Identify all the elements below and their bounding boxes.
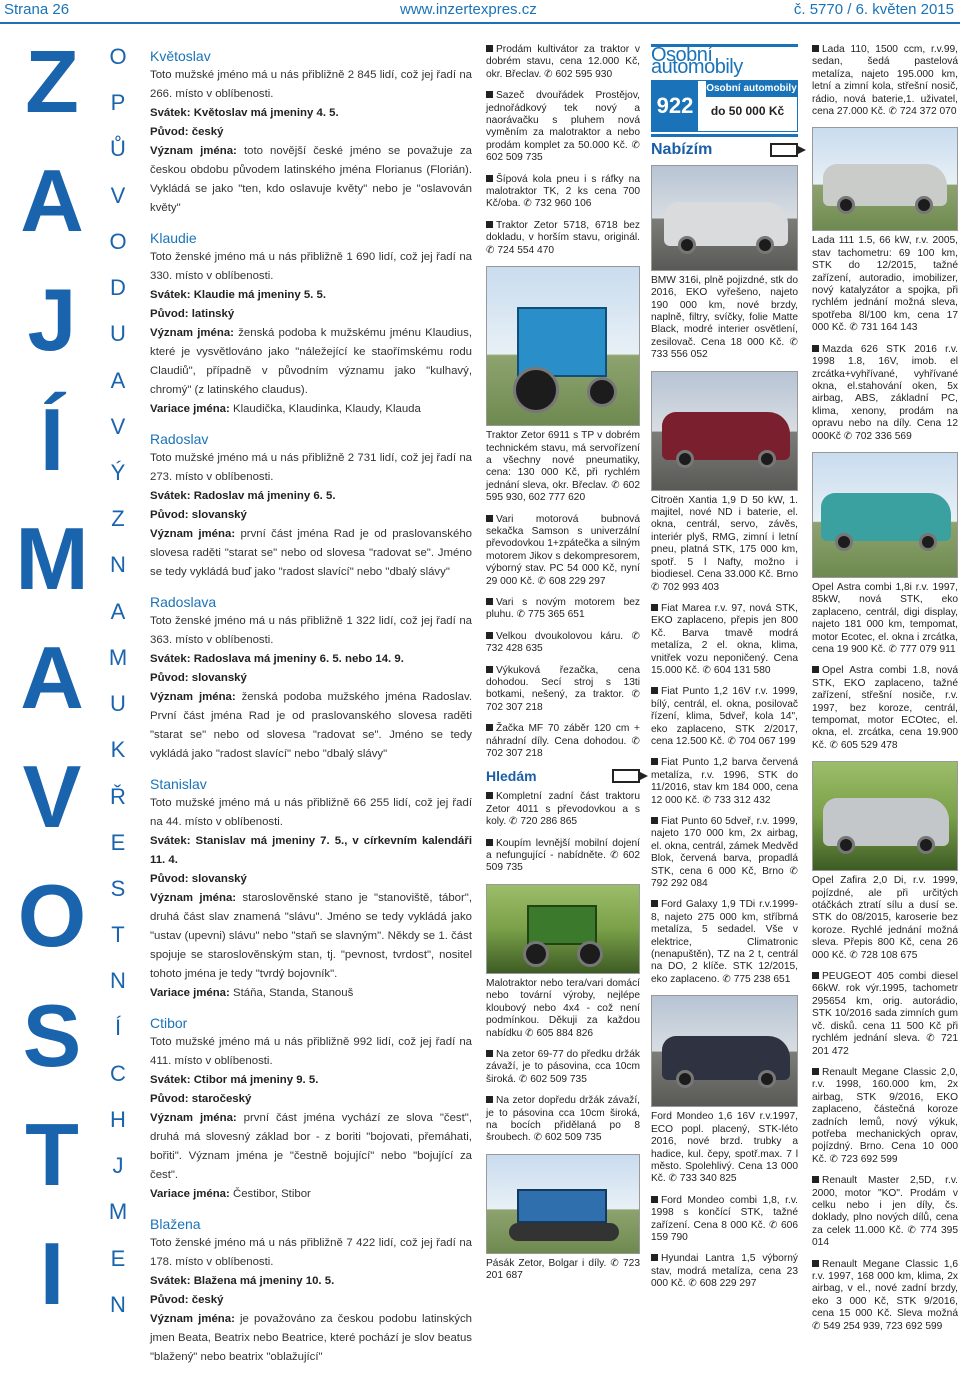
name-entry xyxy=(150,46,472,218)
classified-ad xyxy=(486,791,640,828)
ad-text: PEUGEOT 405 combi diesel 66kW. rok výr.1995, tachometr 295654 km, orig. autorádio, STK 10/2016 sada zimních gum vč. disků. cena 11 500 Kč při rychlém jednání sleva. ✆ 721 201 472 xyxy=(812,971,958,1057)
entry-vyznam: Význam jména: ženská podoba mužského jména Radoslav. První část jména Rad je od praslovanského slovesa raděti "starat se" nebo od slovesa "radovat se". Jméno se tedy vykládá jako "radost slavící" nebo "dbalý slávy" xyxy=(150,691,472,760)
classified-ad xyxy=(812,1175,958,1249)
title-letter: J xyxy=(27,270,77,370)
ad-text: Traktor Zetor 5718, 6718 bez dokladu, v horším stavu, originál. ✆ 724 554 470 xyxy=(486,219,640,256)
subtitle-letter: A xyxy=(110,598,126,624)
subtitle-letter: O xyxy=(109,228,127,254)
ad-text: Lada 110, 1500 ccm, r.v.99, sedan, šedá pastelová metalíza, najeto 195.000 km, letní a zimní kola, střešní nosič, rádio, nová baterie,1. uživatel, cena 27.000 Kč. ✆ 724 372 070 xyxy=(812,44,958,118)
xantia-ad-caption: Citroën Xantia 1,9 D 50 kW, 1. majitel, nové ND i baterie, el. okna, centrál, servo, závěs, interiér plyš, RMG, zimní i letní pneu, platná STK, 175 000 km, spotř. 5 l Nafty, možno i biodiesel. Cena 33.000 Kč. Brno ✆ 702 993 403 xyxy=(651,494,798,593)
subtitle-letter: M xyxy=(108,1199,128,1225)
vertical-subtitle xyxy=(100,46,136,1316)
ad-text: Velkou dvoukolovou káru. ✆ 732 428 635 xyxy=(486,630,640,655)
entry-vyznam: Význam jména: první část jména vychází ze slova "čest", druhá má slovesný základ bor - z boriti "bojovati, přemáhati, bořiti". Význam jména je "čestně bojující" nebo "bojující za čest". xyxy=(150,1112,472,1181)
subtitle-letter: Ů xyxy=(110,136,126,162)
vertical-title xyxy=(12,32,92,1323)
lada-ad-caption: Lada 111 1.5, 66 kW, r.v. 2005, stav tachometru: 69 100 km, STK do 12/2015, tažné zařízení, autoradio, imobilizer, nový katalyzátor a spojka, při rychlém jednání možná sleva, spotřeba 8l/100 km, cena 17 000 Kč. ✆ 731 164 143 xyxy=(812,235,958,334)
subtitle-letter: Z xyxy=(111,506,125,532)
page-number: Strana 26 xyxy=(4,1,70,18)
title-letter: T xyxy=(25,1104,79,1204)
zafira-photo xyxy=(812,761,958,871)
malotraktor-wheel-shape xyxy=(577,941,603,967)
classified-ad xyxy=(651,1195,798,1245)
ad-text: Kompletní zadní část traktoru Zetor 4011 s převodovkou a s koly. ✆ 720 286 865 xyxy=(486,791,640,828)
title-letter: O xyxy=(17,866,87,966)
bmw-photo xyxy=(651,165,798,271)
classified-ad xyxy=(651,686,798,748)
bullet-icon xyxy=(812,1068,819,1075)
malotraktor-body-shape xyxy=(527,905,597,945)
classified-ad xyxy=(812,344,958,443)
decorative-title-column xyxy=(4,32,142,1323)
subtitle-letter: U xyxy=(110,321,126,347)
rubric-title: Osobní automobily xyxy=(651,44,743,79)
classified-ad xyxy=(651,603,798,677)
pasak-photo xyxy=(486,1154,640,1254)
classified-ad xyxy=(486,220,640,257)
entry-vyznam: Význam jména: první část jména Rad je od praslovanského slovesa raděti "starat se" nebo od slovesa "radovat se". Jméno se tedy vykládá buď jako "radost slavící" nebo "dbalý slávy" xyxy=(150,528,472,578)
arrow-right-icon xyxy=(612,769,640,783)
malotraktor-wheel-shape xyxy=(523,941,549,967)
classified-ad xyxy=(812,44,958,118)
entry-puvod: Původ: slovanský xyxy=(150,873,247,885)
subtitle-letter: C xyxy=(110,1060,126,1086)
bullet-icon xyxy=(651,604,658,611)
rubric-box xyxy=(651,80,798,132)
bullet-icon xyxy=(486,1096,493,1103)
subtitle-letter: E xyxy=(110,1245,126,1271)
page-header xyxy=(0,0,960,24)
entry-puvod: Původ: slovanský xyxy=(150,509,247,521)
bullet-icon xyxy=(812,666,819,673)
entry-svatek: Svátek: Radoslav má jmeniny 6. 5. xyxy=(150,490,336,502)
ad-text: Vari s novým motorem bez pluhu. ✆ 775 365 651 xyxy=(486,596,640,621)
classified-ad xyxy=(486,174,640,211)
ad-text: Sazeč dvouřádek Prostějov, jednořádkový tek nový a naorávačku s pluhem nová vyměním za malotraktor a nebo prodám komplet za 50.000 Kč. ✆ 602 509 735 xyxy=(486,90,640,164)
classified-ad xyxy=(651,816,798,890)
entry-count: Toto mužské jméno má u nás přibližně 2 731 lidí, což jej řadí na 273. místo v oblíbenosti. xyxy=(150,452,472,483)
bullet-icon xyxy=(651,1196,658,1203)
entry-svatek: Svátek: Stanislav má jmeniny 7. 5., v církevním kalendáři 11. 4. xyxy=(150,835,472,866)
bullet-icon xyxy=(651,687,658,694)
section-hledam xyxy=(486,769,640,783)
astra-photo xyxy=(812,452,958,578)
bullet-icon xyxy=(651,1254,658,1261)
bullet-icon xyxy=(486,598,493,605)
entry-name: Radoslava xyxy=(150,594,217,610)
title-letter: V xyxy=(22,747,82,847)
ad-text: Opel Astra combi 1.8, nová STK, EKO zaplaceno, tažné zařízení, střešní nosiče, r.v. 1997, bez koroze, centrál, tempomat, motor ECOtec, el. okna, el. zrcátka, cena 19.900 Kč. ✆ 605 529 478 xyxy=(812,665,958,751)
rubric-header xyxy=(651,44,798,137)
entry-count: Toto mužské jméno má u nás přibližně 66 255 lidí, což jej řadí na 44. místo v oblíbenosti. xyxy=(150,797,472,828)
entry-vyznam: Význam jména: toto novější české jméno se považuje za českou obdobu původem latinského jména Florianus (Florián). Vykládá se jako "ten, kdo oslavuje květy" nebo je "oslavován květy" xyxy=(150,145,472,214)
section-nabizim-title: Nabízím xyxy=(651,140,713,158)
zafira-ad-caption: Opel Zafira 2,0 Di, r.v. 1999, pojízdné, ale při určitých otáčkách ztratí sílu a dusí se. STK do 08/2015, karoserie bez koroze. Rychlé jednání možná sleva. Přepis 800 Kč, cena 26 000 Kč. ✆ 728 108 675 xyxy=(812,875,958,961)
ad-text: Šípová kola pneu i s ráfky na malotraktor TK, 2 ks cena 700 Kč/oba. ✆ 732 960 106 xyxy=(486,173,640,210)
entry-svatek: Svátek: Květoslav má jmeniny 4. 5. xyxy=(150,107,339,119)
classified-ad xyxy=(812,1259,958,1333)
entry-puvod: Původ: český xyxy=(150,1294,224,1306)
subtitle-letter: J xyxy=(112,1153,124,1179)
classified-ad xyxy=(651,757,798,807)
bullet-icon xyxy=(812,1176,819,1183)
car-wheel-shape xyxy=(676,450,694,468)
title-letter: M xyxy=(15,508,89,608)
car-wheel-shape xyxy=(676,1070,694,1088)
name-entry xyxy=(150,1013,472,1204)
entry-vyznam: Význam jména: ženská podoba k mužskému jménu Klaudius, které je vysvětlováno jako "náležející ke staořímskému rodu Claudiů", případně v původním významu jako "kulhavý, chromý" (z latinského claudus). xyxy=(150,327,472,396)
entry-vyznam: Význam jména: staroslověnské stano je "stanoviště, tábor", druhá část slav znamená "slávu". Jméno se tedy vykládá jako "ustav (upevni) slávu" nebo "staň se slavným". Někdy se 1. část spojuje se staroslověnským stan, tj. "pevnost, tvrdost", nositel tohoto jména je tedy "tvrdý bojovník". xyxy=(150,892,472,980)
ad-text: Renault Megane Classic 1,6 r.v. 1997, 168 000 km, klima, 2x airbag, v el., nové zadní brzdy, eko 3 000 Kč, STK 9/2016, cena 15 000 Kč. Sleva možná ✆ 549 254 939, 723 692 599 xyxy=(812,1258,958,1332)
ad-text: Fiat Punto 60 5dveř, r.v. 1999, najeto 170 000 km, 2x airbag, el. okna, centrál, zámek Medvěd Blok, červená barva, propadlá STK, cena 6 000 Kč, Brno ✆ 792 292 084 xyxy=(651,816,798,890)
classified-ad xyxy=(486,514,640,588)
name-entry xyxy=(150,592,472,764)
title-letter: I xyxy=(39,1223,65,1323)
entry-name: Radoslav xyxy=(150,431,209,447)
ad-text: Fiat Punto 1,2 16V r.v. 1999, bílý, centrál, el. okna, posilovač řízení, klima, 5dveř, kola 14", eko zaplaceno, STK 2/2017, cena 12.500 Kč. ✆ 704 067 199 xyxy=(651,686,798,747)
entry-svatek: Svátek: Klaudie má jmeniny 5. 5. xyxy=(150,289,326,301)
entry-variace: Variace jména: Klaudička, Klaudinka, Klaudy, Klauda xyxy=(150,403,421,415)
subtitle-letter: N xyxy=(110,552,126,578)
pasak-ad-caption: Pásák Zetor, Bolgar i díly. ✆ 723 201 687 xyxy=(486,1257,640,1282)
ads-column-agriculture xyxy=(486,44,640,1292)
ads-column-cars xyxy=(651,44,798,1300)
subtitle-letter: S xyxy=(110,875,126,901)
subtitle-letter: K xyxy=(110,737,126,763)
bullet-icon xyxy=(486,792,493,799)
classified-ad xyxy=(486,44,640,81)
title-letter: S xyxy=(22,985,82,1085)
subtitle-letter: O xyxy=(109,44,127,69)
entry-count: Toto mužské jméno má u nás přibližně 992 lidí, což jej řadí na 411. místo v oblíbenosti. xyxy=(150,1036,472,1067)
ad-text: Mazda 626 STK 2016 r.v. 1998 1.8, 16V, imob. el zrcátka+vyhřívané, vyhřívané okna, el.stahování oken, 5x airbag, ABS, základní PC, klima, xenony, prodám na opravu nebo na díly. Cena 12 000Kč ✆ 702 336 569 xyxy=(812,343,958,442)
tractor-photo xyxy=(486,266,640,426)
bullet-icon xyxy=(486,724,493,731)
bullet-icon xyxy=(486,666,493,673)
title-letter: Í xyxy=(39,389,65,489)
names-article xyxy=(150,46,472,1377)
malotraktor-photo xyxy=(486,884,640,974)
car-wheel-shape xyxy=(919,533,937,551)
bullet-icon xyxy=(651,900,658,907)
bullet-icon xyxy=(486,91,493,98)
entry-vyznam: Význam jména: je považováno za českou podobu latinských jmen Beata, Beatrix nebo Beatrice, které pochází je slov beatus "blažený" nebo beatrix "oblažující" xyxy=(150,1313,472,1363)
rubric-price: do 50 000 Kč xyxy=(710,104,785,119)
entry-puvod: Původ: latinský xyxy=(150,308,235,320)
mondeo-ad-caption: Ford Mondeo 1,6 16V r.v.1997, ECO popl. placený, STK-léto 2016, nové brzd. trubky a hadice, kul. čepy, spotř.max. 7 l město. Spolehlivý. Cena 13 000 Kč. ✆ 733 340 825 xyxy=(651,1111,798,1185)
car-wheel-shape xyxy=(837,196,855,214)
subtitle-letter: D xyxy=(110,275,126,301)
entry-puvod: Původ: český xyxy=(150,126,224,138)
issue-info: č. 5770 / 6. květen 2015 xyxy=(793,1,954,18)
subtitle-letter: T xyxy=(111,922,125,948)
entry-variace: Variace jména: Čestibor, Stibor xyxy=(150,1188,311,1200)
bmw-ad-caption: BMW 316i, plně pojizdné, stk do 2016, EKO vyřešeno, najeto 190 000 km, nové brzdy, naplně, filtry, svíčky, folie Matte Black, modré interier osvětlení, zesilovač. Cena 18 000 Kč. ✆ 733 556 052 xyxy=(651,274,798,361)
title-letter: A xyxy=(20,627,84,727)
classified-ad xyxy=(486,723,640,760)
entry-svatek: Svátek: Ctibor má jmeniny 9. 5. xyxy=(150,1074,319,1086)
subtitle-letter: M xyxy=(108,644,128,670)
bullet-icon xyxy=(651,817,658,824)
classified-ad xyxy=(812,1067,958,1166)
car-wheel-shape xyxy=(756,236,774,254)
car-wheel-shape xyxy=(678,236,696,254)
ads-column-cars-2 xyxy=(812,44,958,1342)
entry-name: Květoslav xyxy=(150,48,211,64)
entry-count: Toto mužské jméno má u nás přibližně 2 845 lidí, což jej řadí na 266. místo v oblíbenosti. xyxy=(150,69,472,100)
classified-ad xyxy=(812,971,958,1058)
bullet-icon xyxy=(812,45,819,52)
classified-ad xyxy=(486,1049,640,1086)
ad-text: Hyundai Lantra 1,5 výborný stav, modrá metalíza, cena 23 000 Kč. ✆ 608 229 297 xyxy=(651,1253,798,1290)
name-entry xyxy=(150,429,472,582)
ad-text: Na zetor dopředu držák závaží, je to pásovina cca 10cm široká, na bocích přidělaná po 8 šroubech. ✆ 602 509 735 xyxy=(486,1095,640,1144)
entry-count: Toto ženské jméno má u nás přibližně 1 690 lidí, což jej řadí na 330. místo v oblíbenosti. xyxy=(150,251,472,282)
lada-photo xyxy=(812,127,958,231)
bullet-icon xyxy=(812,1260,819,1267)
entry-svatek: Svátek: Blažena má jmeniny 10. 5. xyxy=(150,1275,335,1287)
ad-text: Renault Master 2,5D, r.v. 2000, motor "KO". Prodám v celku nebo i jen díly, čs. doklady, plno nových dílů, cena za celek 11.000 Kč. ✆ 774 395 014 xyxy=(812,1175,958,1249)
bullet-icon xyxy=(486,45,493,52)
bullet-icon xyxy=(486,515,493,522)
car-wheel-shape xyxy=(758,450,776,468)
section-nabizim xyxy=(651,140,798,158)
classified-ad xyxy=(486,90,640,164)
entry-variace: Variace jména: Stáňa, Standa, Stanouš xyxy=(150,987,354,999)
entry-count: Toto ženské jméno má u nás přibližně 7 422 lidí, což jej řadí na 178. místo v oblíbenosti. xyxy=(150,1237,472,1268)
car-wheel-shape xyxy=(917,836,935,854)
ad-text: Koupím levnější mobilní dojení a nefungující - nabídněte. ✆ 602 509 735 xyxy=(486,837,640,874)
arrow-right-icon xyxy=(770,143,798,157)
ad-text: Vari motorová bubnová sekačka Samson s univerzální převodovkou 1+zpátečka a silným motorem Jikov s dekompresorem, výborný stav. PC 54 000 Kč, nyní 29 000 Kč. ✆ 608 229 297 xyxy=(486,513,640,587)
subtitle-letter: Í xyxy=(114,1014,122,1040)
ad-text: Na zetor 69-77 do předku držák závaží, je to pásovina, cca 10cm široká. ✆ 602 509 735 xyxy=(486,1048,640,1085)
subtitle-letter: N xyxy=(110,1291,126,1317)
car-wheel-shape xyxy=(835,533,853,551)
tractor-ad-caption: Traktor Zetor 6911 s TP v dobrém technickém stavu, má servořízení a všechny nové pneumatiky, cena: 130 000 Kč, při rychlém jednání sleva, okr. Břeclav. ✆ 602 595 930, 602 777 620 xyxy=(486,430,640,504)
title-letter: Z xyxy=(25,32,79,131)
name-entry xyxy=(150,774,472,1003)
mondeo-photo xyxy=(651,995,798,1107)
bullet-icon xyxy=(812,972,819,979)
entry-name: Blažena xyxy=(150,1216,201,1232)
bullet-icon xyxy=(486,1050,493,1057)
bullet-icon xyxy=(486,839,493,846)
rubric-subtitle: Osobní automobily xyxy=(706,81,797,97)
bullet-icon xyxy=(486,632,493,639)
ad-text: Ford Mondeo combi 1,8, r.v. 1998 s končící STK, tažné zařízení. Cena 8 000 Kč. ✆ 606 159 790 xyxy=(651,1194,798,1243)
car-wheel-shape xyxy=(915,196,933,214)
subtitle-letter: P xyxy=(110,90,126,116)
subtitle-letter: A xyxy=(110,367,126,393)
ad-text: Žačka MF 70 záběr 120 cm + náhradní díly. Cena dohodou. ✆ 702 307 218 xyxy=(486,723,640,760)
ad-text: Fiat Punto 1,2 barva červená metalíza, r.v. 1996, STK do 11/2016, stav km 184 000, cena 12 000 Kč. ✆ 733 312 432 xyxy=(651,757,798,806)
pasak-track-shape xyxy=(509,1223,619,1241)
entry-name: Stanislav xyxy=(150,776,207,792)
classified-ad xyxy=(651,899,798,986)
bullet-icon xyxy=(486,221,493,228)
ad-text: Fiat Marea r.v. 97, nová STK, EKO zaplaceno, přepis jen 800 Kč. Barva tmavě modrá metalíza, 2 el. okna, klima, vnitřek vozu neponičený. Cena 15.000 Kč. ✆ 604 131 580 xyxy=(651,602,798,676)
entry-svatek: Svátek: Radoslava má jmeniny 6. 5. nebo 14. 9. xyxy=(150,653,404,665)
subtitle-letter: Ř xyxy=(110,783,126,809)
pasak-body-shape xyxy=(517,1189,607,1223)
classified-ad xyxy=(486,665,640,715)
title-letter: A xyxy=(20,151,84,251)
malotraktor-ad-caption: Malotraktor nebo tera/vari domácí nebo tovární výroby, nejlépe kloubový nebo 4x4 - což není podmínkou. Děkuji za každou nabídku ✆ 605 884 826 xyxy=(486,977,640,1039)
entry-puvod: Původ: staročeský xyxy=(150,1093,252,1105)
bullet-icon xyxy=(486,175,493,182)
entry-name: Ctibor xyxy=(150,1015,188,1031)
bullet-icon xyxy=(812,345,819,352)
car-wheel-shape xyxy=(837,836,855,854)
classified-ad xyxy=(486,631,640,656)
ad-text: Prodám kultivátor za traktor v dobrém stavu, cena 12.000 Kč, okr. Břeclav. ✆ 602 595 930 xyxy=(486,44,640,80)
classified-ad xyxy=(812,665,958,752)
xantia-photo xyxy=(651,371,798,491)
name-entry xyxy=(150,228,472,419)
astra-ad-caption: Opel Astra combi 1,8i r.v. 1997, 85kW, nová STK, eko zaplaceno, centrál, digi display, najeto 181 000 km, tempomat, motor Ecotec, el. okna i zrcátka, cena 19 900 Kč. ✆ 777 079 911 xyxy=(812,581,958,655)
subtitle-letter: U xyxy=(110,691,126,717)
classified-ad xyxy=(486,597,640,622)
rubric-number: 922 xyxy=(652,81,698,131)
subtitle-letter: N xyxy=(110,968,126,994)
site-url[interactable]: www.inzertexpres.cz xyxy=(400,1,537,18)
name-entry xyxy=(150,1214,472,1367)
entry-name: Klaudie xyxy=(150,230,197,246)
car-wheel-shape xyxy=(758,1070,776,1088)
subtitle-letter: E xyxy=(110,829,126,855)
rubric-right xyxy=(698,81,797,131)
subtitle-letter: V xyxy=(110,413,126,439)
entry-puvod: Původ: slovanský xyxy=(150,672,247,684)
subtitle-letter: V xyxy=(110,182,126,208)
ad-text: Ford Galaxy 1,9 TDi r.v.1999-8, najeto 275 000 km, stříbrná metalíza, 5 sedadel. Vše v elektrice, Climatronic (nenapuštěn), TZ na 2 t, centrál na DO, 2 klíče. STK 12/2015, eko zaplaceno. ✆ 775 238 651 xyxy=(651,899,798,985)
classified-ad xyxy=(651,1253,798,1290)
classified-ad xyxy=(486,838,640,875)
ad-text: Renault Megane Classic 2,0, r.v. 1998, 160.000 km, 2x airbag, STK 9/2016, EKO zaplaceno, částečná koroze zadních lemů, nový výkuk, potřeba mechanických oprav, pojízdný. Brno. Cena 10 000 Kč. ✆ 723 692 599 xyxy=(812,1066,958,1165)
subtitle-letter: Ý xyxy=(110,459,126,485)
tractor-wheel-shape xyxy=(587,377,617,407)
ad-text: Výkuková řezačka, cena dohodou. Secí stroj s 13ti botkami, nešený, za traktor. ✆ 702 307 218 xyxy=(486,664,640,713)
tractor-wheel-shape xyxy=(513,367,559,413)
bullet-icon xyxy=(651,758,658,765)
subtitle-letter: H xyxy=(110,1107,126,1133)
section-hledam-title: Hledám xyxy=(486,768,537,785)
entry-count: Toto ženské jméno má u nás přibližně 1 322 lidí, což jej řadí na 363. místo v oblíbenosti. xyxy=(150,615,472,646)
classified-ad xyxy=(486,1095,640,1145)
